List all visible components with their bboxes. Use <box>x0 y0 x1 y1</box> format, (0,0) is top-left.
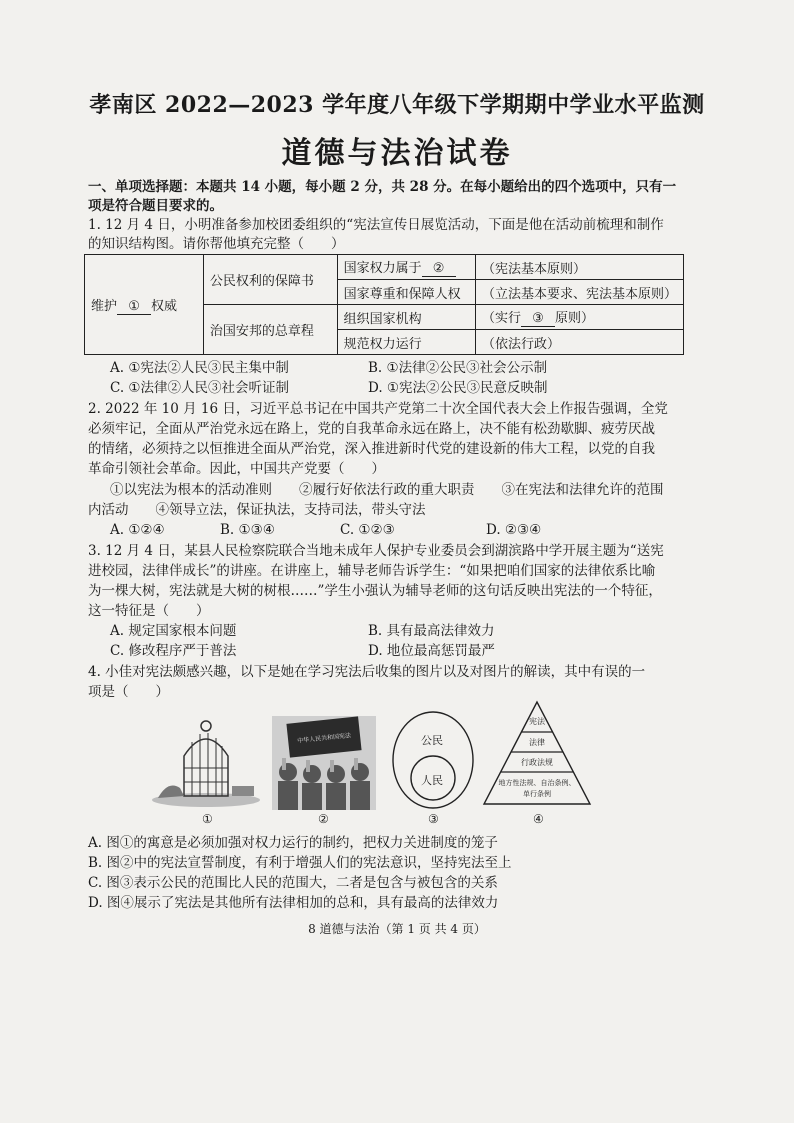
q1-blank-2: ② <box>422 261 456 277</box>
q1-option-d[interactable]: D. ①宪法②公民③民意反映制 <box>368 380 548 396</box>
q4-option-b[interactable]: B. 图②中的宪法宣誓制度，有利于增强人们的宪法意识，坚持宪法至上 <box>88 855 512 871</box>
exam-header: 孝南区 2022—2023 学年度八年级下学期期中学业水平监测 <box>89 92 705 118</box>
q4-figure-1-label: ① <box>202 812 213 826</box>
pyramid-level-1: 宪法 <box>529 717 545 726</box>
q2-stem-line2: 必须牢记，全面从严治党永远在路上，党的自我革命永远在路上，决不能有松劲歇脚、疲劳厌战 <box>88 421 655 437</box>
q1-option-c[interactable]: C. ①法律②人民③社会听证制 <box>110 380 290 396</box>
q2-items-line2: 内活动 ④领导立法，保证执法，支持司法，带头守法 <box>88 502 426 518</box>
q1-stem-line1: 1. 12 月 4 日，小明准备参加校团委组织的“宪法宣传日展览活动，下面是他在活动前梳理和制作 <box>88 217 664 233</box>
q3-stem-line2: 进校园，法律伴成长”的讲座。在讲座上，辅导老师告诉学生：“如果把咱们国家的法律依系比喻 <box>88 563 656 579</box>
q1-table-branch1: 公民权利的保障书 <box>203 255 337 305</box>
page-footer: 8 道德与法治（第 1 页 共 4 页） <box>308 922 486 936</box>
q3-option-a[interactable]: A. 规定国家根本问题 <box>110 623 237 639</box>
oath-people-illustration <box>272 716 376 810</box>
q1-table-r2-note: （立法基本要求、宪法基本原则） <box>475 280 683 305</box>
q4-stem-line1: 4. 小佳对宪法颇感兴趣，以下是她在学习宪法后收集的图片以及对图片的解读，其中有误的一 <box>88 664 646 680</box>
q4-figure-3-inner-label: 人民 <box>421 774 443 787</box>
q4-stem-line2: 项是（ ） <box>88 684 169 700</box>
q2-items-line1: ①以宪法为根本的活动准则 ②履行好依法行政的重大职责 ③在宪法和法律允许的范围 <box>110 482 664 498</box>
q1-blank-3: ③ <box>521 311 555 327</box>
q1-table-r3: 组织国家机构 <box>337 305 475 330</box>
q4-figure-2-oath-photo <box>272 716 376 810</box>
q1-option-b[interactable]: B. ①法律②公民③社会公示制 <box>368 360 548 376</box>
q4-option-c[interactable]: C. 图③表示公民的范围比人民的范围大，二者是包含与被包含的关系 <box>88 875 498 891</box>
pyramid-level-4b: 单行条例 <box>523 790 551 798</box>
q1-table-r2: 国家尊重和保障人权 <box>337 280 475 305</box>
exam-title: 道德与法治试卷 <box>281 136 513 171</box>
section-heading-line1: 一、单项选择题：本题共 14 小题，每小题 2 分，共 28 分。在每小题给出的四个选项中，只有一 <box>88 179 677 195</box>
q2-option-b[interactable]: B. ①③④ <box>220 522 275 538</box>
q4-option-d[interactable]: D. 图④展示了宪法是其他所有法律相加的总和，具有最高的法律效力 <box>88 895 499 911</box>
q2-stem-line1: 2. 2022 年 10 月 16 日，习近平总书记在中国共产党第二十次全国代表大会上作报告强调，全党 <box>88 401 668 417</box>
q1-table-r3-note: （实行 ③ 原则） <box>475 305 683 330</box>
power-cage-illustration <box>150 716 262 810</box>
q4-figure-3-outer-label: 公民 <box>421 734 443 747</box>
pyramid-level-4a: 地方性法规、自治条例、 <box>498 779 576 787</box>
q1-stem-line2: 的知识结构图。请你帮他填充完整（ ） <box>88 236 345 252</box>
q3-option-d[interactable]: D. 地位最高惩罚最严 <box>368 643 495 659</box>
q2-option-a[interactable]: A. ①②④ <box>110 522 165 538</box>
q4-figure-1-power-cage <box>150 716 262 810</box>
q2-stem-line3: 的情绪，必须持之以恒推进全面从严治党，深入推进新时代党的建设新的伟大工程，以党的自我 <box>88 441 655 457</box>
q1-option-a[interactable]: A. ①宪法②人民③民主集中制 <box>110 360 289 376</box>
q3-option-c[interactable]: C. 修改程序严于普法 <box>110 643 237 659</box>
pyramid-level-2: 法律 <box>529 738 545 747</box>
section-heading-line2: 项是符合题目要求的。 <box>88 198 223 214</box>
q1-blank-1: ① <box>117 299 151 315</box>
q1-table-root: 维护 ① 权威 <box>85 255 204 355</box>
q3-stem-line4: 这一特征是（ ） <box>88 603 210 619</box>
q4-figure-2-label: ② <box>318 812 329 826</box>
q3-stem-line1: 3. 12 月 4 日，某县人民检察院联合当地未成年人保护专业委员会到湖滨路中学开展主题为“送宪 <box>88 543 664 559</box>
q2-option-d[interactable]: D. ②③④ <box>486 522 542 538</box>
q1-table-r1-note: （宪法基本原则） <box>475 255 683 280</box>
q1-table-r1: 国家权力属于 ② <box>337 255 475 280</box>
q3-stem-line3: 为一棵大树，宪法就是大树的树根……”学生小强认为辅导老师的这句话反映出宪法的一个特征， <box>88 583 662 599</box>
q4-figure-3-label: ③ <box>428 812 439 826</box>
q1-table-branch2: 治国安邦的总章程 <box>203 305 337 355</box>
q4-figure-2-caption: 中华人民共和国宪法 <box>296 732 352 745</box>
q4-option-a[interactable]: A. 图①的寓意是必须加强对权力运行的制约，把权力关进制度的笼子 <box>88 835 498 851</box>
pyramid-level-3: 行政法规 <box>521 758 553 767</box>
q3-option-b[interactable]: B. 具有最高法律效力 <box>368 623 495 639</box>
q1-table-r4: 规范权力运行 <box>337 330 475 355</box>
q2-option-c[interactable]: C. ①②③ <box>340 522 395 538</box>
q4-figure-4-label: ④ <box>533 812 544 826</box>
q4-figure-3-circles <box>390 710 476 810</box>
venn-circles-illustration <box>390 710 476 810</box>
q4-figure-4-pyramid <box>482 700 592 810</box>
q2-stem-line4: 革命引领社会革命。因此，中国共产党要（ ） <box>88 461 385 477</box>
q1-knowledge-table <box>84 254 684 355</box>
q1-table-r4-note: （依法行政） <box>475 330 683 355</box>
